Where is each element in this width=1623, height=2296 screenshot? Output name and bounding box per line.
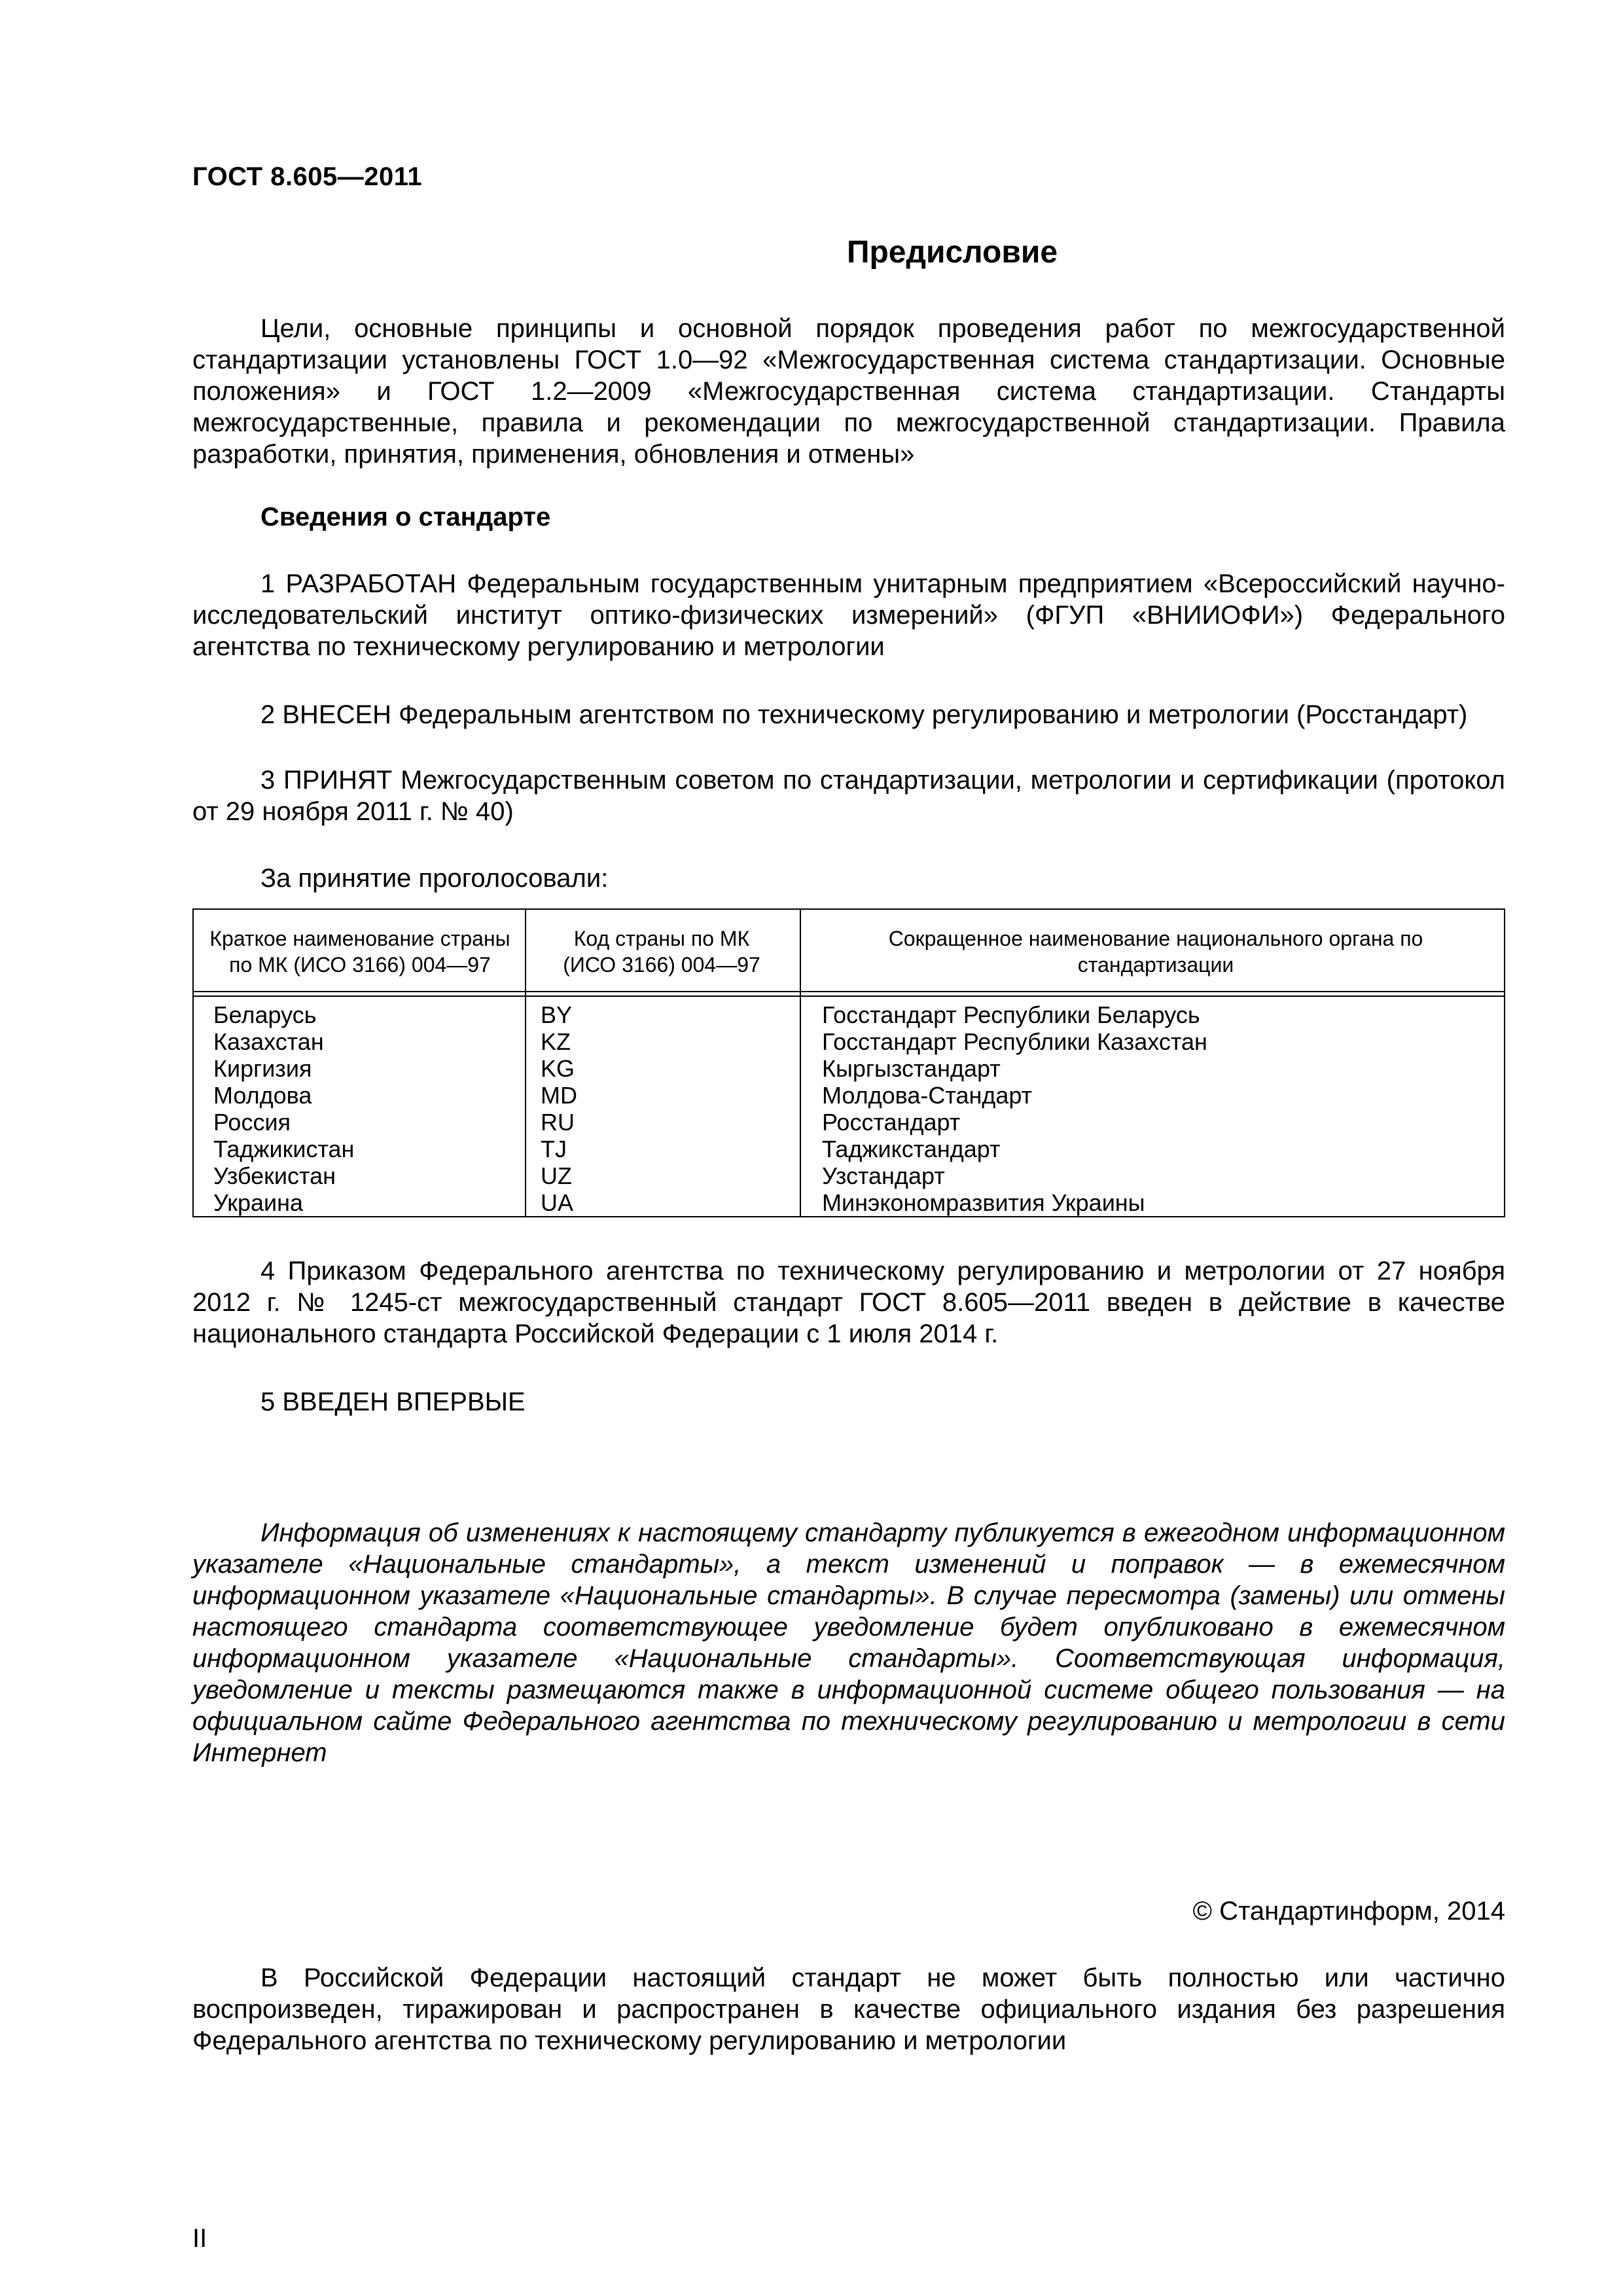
table-cell-country: Таджикистан	[213, 1136, 355, 1162]
table-cell-code: BY	[541, 1001, 573, 1028]
table-cell-body: Кыргызстандарт	[822, 1055, 1001, 1082]
table-column-divider	[525, 910, 526, 1216]
table-header-code: Код страны по МК (ИСО 3166) 004—97	[563, 927, 760, 977]
table-column-divider	[800, 910, 801, 1216]
table-cell-country: Украина	[213, 1189, 304, 1216]
table-header-divider	[194, 996, 1504, 997]
changes-notice: Информация об изменениях к настоящему стандарту публикуется в ежегодном информационном указателе «Национальные стандарты», а текст изменений и поправок — в ежемесячном информационном указателе «Национальные стандарты». В случае пересмотра (замены) или отмены настоящего стандарта соответствующее уведомление будет опубликовано в ежемесячном информационном указателе «Национальные стандарты». Соответствующая информация, уведомление и тексты размещаются также в информационной системе общего пользования — на официальном сайте Федерального агентства по техническому регулированию и метрологии в сети Интернет	[192, 1518, 1505, 1767]
table-cell-code: MD	[541, 1082, 577, 1109]
voted-caption: За принятие проголосовали:	[260, 864, 609, 893]
table-cell-code: KZ	[541, 1028, 571, 1055]
table-cell-body: Узстандарт	[822, 1162, 945, 1189]
page-title: Предисловие	[846, 235, 1058, 270]
item-enacted: 4 Приказом Федерального агентства по техническому регулированию и метрологии от 27 ноября 2012 г. № 1245-ст межгосударственный стандарт ГОСТ 8.605—2011 введен в действие в качестве национального стандарта Российской Федерации с 1 июля 2014 г.	[192, 1257, 1505, 1348]
table-column-body	[822, 1001, 1207, 1216]
table-cell-body: Росстандарт	[822, 1109, 961, 1136]
table-cell-code: KG	[541, 1055, 575, 1082]
table-cell-country: Молдова	[213, 1082, 312, 1109]
table-cell-country: Беларусь	[213, 1001, 317, 1028]
table-header-divider	[194, 991, 1504, 992]
table-header-country: Краткое наименование страны по МК (ИСО 3166) 004—97	[209, 927, 510, 977]
table-cell-country: Казахстан	[213, 1028, 324, 1055]
table-cell-body: Молдова-Стандарт	[822, 1082, 1033, 1109]
rights-paragraph: В Российской Федерации настоящий стандарт не может быть полностью или частично воспроизведен, тиражирован и распространен в качестве официального издания без разрешения Федерального агентства по техническому регулированию и метрологии	[192, 1964, 1505, 2055]
table-cell-code: UA	[541, 1189, 574, 1216]
table-cell-body: Минэкономразвития Украины	[822, 1189, 1145, 1216]
table-cell-country: Россия	[213, 1109, 291, 1136]
table-cell-country: Киргизия	[213, 1055, 312, 1082]
item-submitted: 2 ВНЕСЕН Федеральным агентством по техническому регулированию и метрологии (Росстандарт)	[260, 700, 1468, 729]
table-column-code	[541, 1001, 577, 1216]
table-cell-code: UZ	[541, 1162, 572, 1189]
document-code: ГОСТ 8.605—2011	[192, 162, 423, 191]
table-cell-country: Узбекистан	[213, 1162, 336, 1189]
copyright-line: © Стандартинформ, 2014	[1192, 1897, 1505, 1926]
section-subheading: Сведения о стандарте	[260, 503, 551, 531]
voting-table	[192, 908, 1505, 1217]
item-adopted: 3 ПРИНЯТ Межгосударственным советом по стандартизации, метрологии и сертификации (протокол от 29 ноября 2011 г. № 40)	[192, 766, 1505, 826]
table-cell-code: RU	[541, 1109, 575, 1136]
page-number: II	[192, 2224, 207, 2253]
item-first-introduced: 5 ВВЕДЕН ВПЕРВЫЕ	[260, 1388, 526, 1416]
table-column-country	[213, 1001, 354, 1216]
table-cell-body: Таджикстандарт	[822, 1136, 1001, 1162]
intro-paragraph: Цели, основные принципы и основной порядок проведения работ по межгосударственной стандартизации установлены ГОСТ 1.0—92 «Межгосударственная система стандартизации. Основные положения» и ГОСТ 1.2—2009 «Межгосударственная система стандартизации. Стандарты межгосударственные, правила и рекомендации по межгосударственной стандартизации. Правила разработки, принятия, применения, обновления и отмены»	[192, 314, 1505, 469]
item-developed: 1 РАЗРАБОТАН Федеральным государственным унитарным предприятием «Всероссийский научно-исследовательский институт оптико-физических измерений» (ФГУП «ВНИИОФИ») Федерального агентства по техническому регулированию и метрологии	[192, 569, 1505, 661]
table-header-body: Сокращенное наименование национального органа по стандартизации	[888, 927, 1423, 977]
table-cell-body: Госстандарт Республики Беларусь	[822, 1001, 1200, 1028]
table-cell-code: TJ	[541, 1136, 567, 1162]
table-cell-body: Госстандарт Республики Казахстан	[822, 1028, 1207, 1055]
